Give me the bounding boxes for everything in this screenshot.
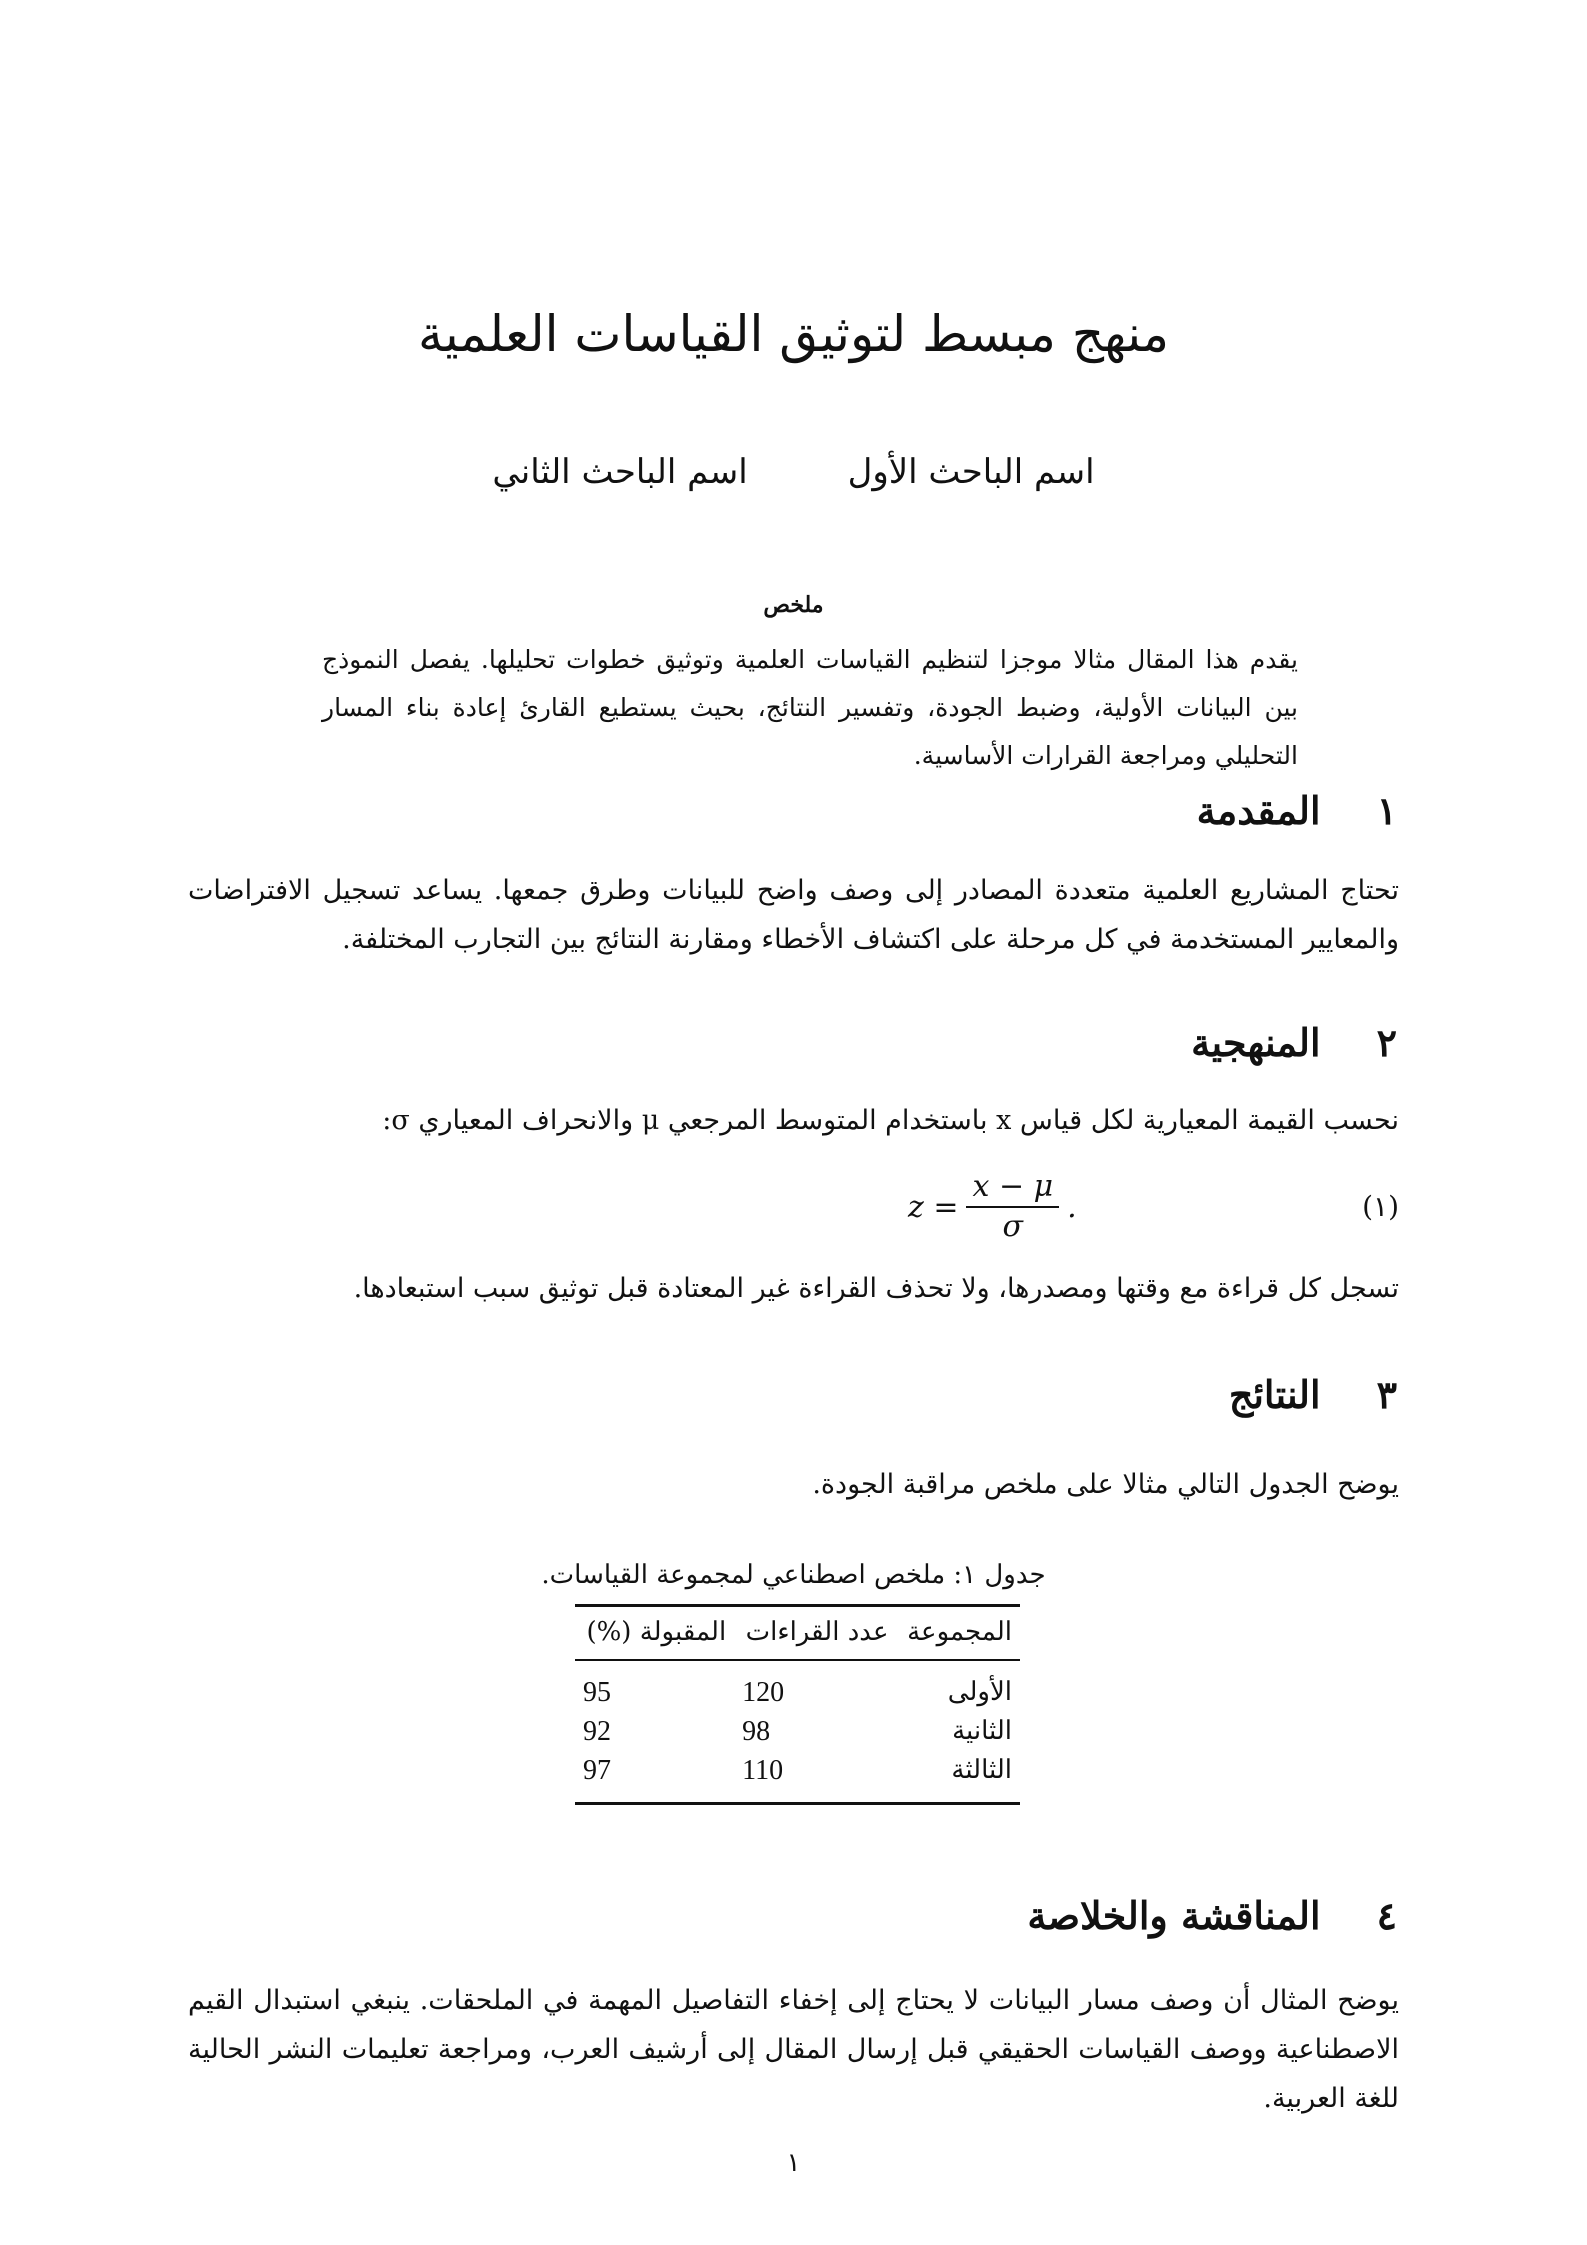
section-title: المقدمة xyxy=(1196,788,1321,833)
column-header-accepted: المقبولة (%) xyxy=(586,1617,727,1647)
results-table xyxy=(575,1604,1020,1805)
cell-count: 110 xyxy=(742,1755,784,1786)
equation-fraction xyxy=(966,1168,1059,1246)
results-paragraph: يوضح الجدول التالي مثالا على ملخص مراقبة الجودة. xyxy=(812,1469,1399,1500)
table-caption: جدول ١: ملخص اصطناعي لمجموعة القياسات. xyxy=(541,1560,1046,1590)
discussion-paragraph: يوضح المثال أن وصف مسار البيانات لا يحتاج إلى إخفاء التفاصيل المهمة في الملحقات. ينبغي استبدال القيم الاصطناعية ووصف القياسات الحقيقي قبل إرسال المقال إلى أرشيف العرب، ومراجعة تعليمات النشر الحالية للغة العربية. xyxy=(188,1985,1399,2114)
page-number: ١ xyxy=(786,2148,801,2178)
section-number: ١ xyxy=(1376,788,1397,833)
table-header-row xyxy=(575,1606,1020,1661)
section-heading-results xyxy=(1229,1372,1397,1417)
cell-group: الثالثة xyxy=(951,1755,1012,1785)
section-number: ٣ xyxy=(1376,1372,1397,1417)
section-title: النتائج xyxy=(1228,1372,1321,1417)
cell-accepted: 95 xyxy=(583,1677,611,1708)
table-row xyxy=(575,1712,1020,1751)
methodology-paragraph: نحسب القيمة المعيارية لكل قياس x باستخدام المتوسط المرجعي μ والانحراف المعياري σ: xyxy=(382,1105,1399,1136)
equation-period: . xyxy=(1067,1189,1077,1225)
cell-group: الأولى xyxy=(947,1677,1012,1707)
section-heading-introduction xyxy=(1197,788,1397,833)
equation-block xyxy=(188,1168,1399,1250)
column-header-count: عدد القراءات xyxy=(745,1617,889,1647)
author-second: اسم الباحث الثاني xyxy=(492,452,748,492)
cell-count: 120 xyxy=(742,1677,785,1708)
introduction-paragraph: تحتاج المشاريع العلمية متعددة المصادر إلى وصف واضح للبيانات وطرق جمعها. يساعد تسجيل الافتراضات والمعايير المستخدمة في كل مرحلة على اكتشاف الأخطاء ومقارنة النتائج بين التجارب المختلفة. xyxy=(188,875,1399,955)
equation-number: (١) xyxy=(1362,1190,1399,1223)
section-title: المناقشة والخلاصة xyxy=(1027,1893,1321,1938)
abstract-heading: ملخص xyxy=(763,592,824,618)
cell-count: 98 xyxy=(742,1716,771,1747)
equation-denominator: σ xyxy=(1002,1209,1024,1244)
section-heading-discussion xyxy=(1027,1893,1397,1938)
cell-accepted: 97 xyxy=(583,1755,611,1786)
section-heading-methodology xyxy=(1191,1020,1397,1065)
author-first: اسم الباحث الأول xyxy=(847,452,1095,492)
abstract-text: يقدم هذا المقال مثالا موجزا لتنظيم القياسات العلمية وتوثيق خطوات تحليلها. يفصل النموذج بين البيانات الأولية، وضبط الجودة، وتفسير النتائج، بحيث يستطيع القارئ إعادة بناء المسار التحليلي ومراجعة القرارات الأساسية. xyxy=(322,645,1298,770)
cell-accepted: 92 xyxy=(583,1716,611,1747)
cell-group: الثانية xyxy=(952,1716,1012,1746)
paper-title: منهج مبسط لتوثيق القياسات العلمية xyxy=(417,305,1170,363)
table-row xyxy=(575,1660,1020,1712)
section-number: ٢ xyxy=(1376,1020,1397,1065)
equation-lhs: z = xyxy=(908,1189,959,1225)
section-number: ٤ xyxy=(1376,1893,1397,1938)
equation-numerator: x − μ xyxy=(966,1168,1059,1208)
author-list xyxy=(0,452,1587,492)
table-row xyxy=(575,1751,1020,1804)
quality-table xyxy=(575,1604,1020,1805)
column-header-group: المجموعة xyxy=(907,1617,1012,1647)
section-title: المنهجية xyxy=(1191,1020,1321,1065)
z-score-equation xyxy=(908,1168,1077,1246)
methodology-paragraph-after: تسجل كل قراءة مع وقتها ومصدرها، ولا تحذف القراءة غير المعتادة قبل توثيق سبب استبعادها. xyxy=(353,1273,1399,1304)
